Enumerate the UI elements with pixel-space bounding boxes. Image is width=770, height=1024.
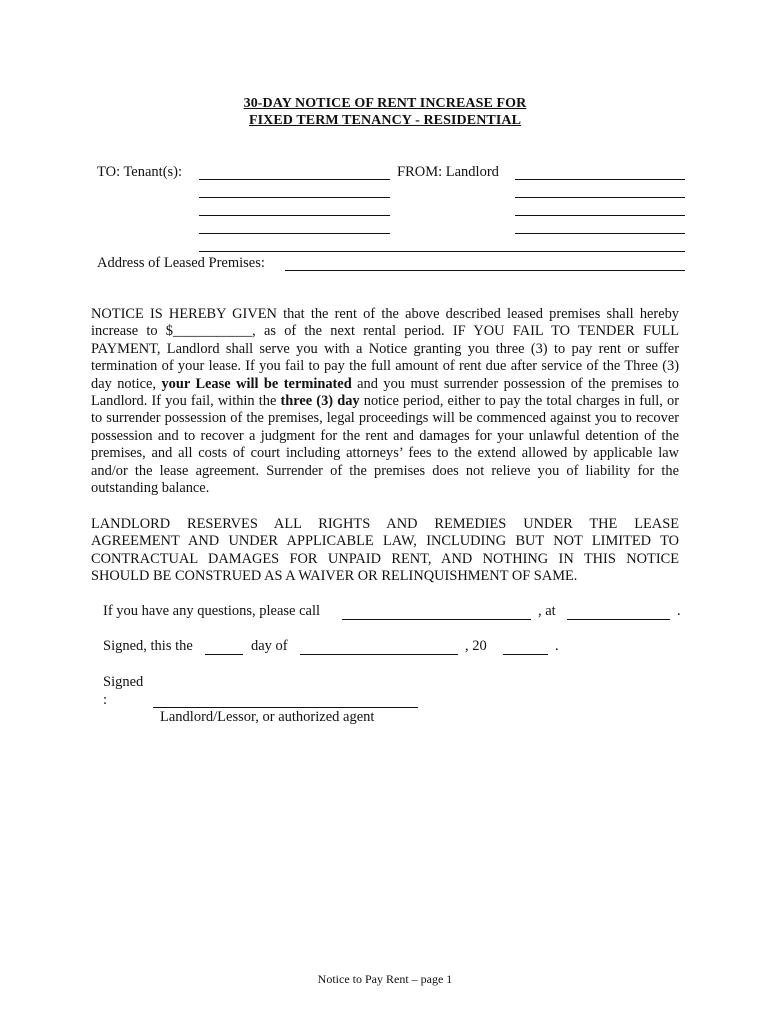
reservation-line: AGREEMENT AND UNDER APPLICABLE LAW, INCLUDING BUT NOT LIMITED TO bbox=[91, 533, 679, 550]
year-prefix-label: , 20 bbox=[465, 638, 487, 654]
signed-month-line[interactable] bbox=[300, 654, 458, 655]
signed-date-period: . bbox=[555, 638, 559, 654]
document-title-line-2: FIXED TERM TENANCY - RESIDENTIAL bbox=[248, 113, 522, 128]
address-line[interactable] bbox=[285, 270, 685, 271]
notice-text-1: NOTICE IS HEREBY GIVEN that the rent of the above described leased premises shall hereby increase to $___________, as of the next rental period. IF YOU FAIL TO TENDER FULL PAYMENT, Landlord shall serve you with a Notice granting you three (3) to pay rent or suffer termination of your lease. If you fail to pay the full amount of rent due after service of the Three (3) day notice, bbox=[91, 306, 679, 392]
signed-day-line[interactable] bbox=[205, 654, 243, 655]
reservation-line: SHOULD BE CONSTRUED AS A WAIVER OR RELINQUISHMENT OF SAME. bbox=[91, 568, 578, 585]
landlord-name-line-4[interactable] bbox=[515, 233, 685, 234]
questions-period: . bbox=[677, 603, 681, 619]
questions-at-label: , at bbox=[538, 603, 556, 619]
signature-caption: Landlord/Lessor, or authorized agent bbox=[160, 709, 375, 725]
contact-phone-line[interactable] bbox=[567, 619, 670, 620]
page-footer: Notice to Pay Rent – page 1 bbox=[317, 972, 453, 986]
questions-label: If you have any questions, please call bbox=[103, 603, 321, 619]
signature-line[interactable] bbox=[153, 707, 418, 708]
signed-year-line[interactable] bbox=[503, 654, 548, 655]
notice-text-2: and you must surrender possession of the premises to Landlord. If you fail, within the bbox=[91, 375, 679, 410]
tenant-name-line-2[interactable] bbox=[199, 197, 390, 198]
signed-label: Signed bbox=[103, 674, 144, 690]
from-landlord-label: FROM: Landlord bbox=[397, 164, 499, 180]
notice-bold-three-day: three (3) day bbox=[280, 393, 360, 410]
reservation-line: CONTRACTUAL DAMAGES FOR UNPAID RENT, AND NOTHING IN THIS NOTICE bbox=[91, 550, 679, 567]
notice-bold-lease-terminated: your Lease will be terminated bbox=[161, 375, 352, 392]
contact-name-line[interactable] bbox=[342, 619, 531, 620]
address-label: Address of Leased Premises: bbox=[97, 255, 265, 271]
reservation-paragraph bbox=[91, 516, 679, 586]
landlord-name-line-3[interactable] bbox=[515, 215, 685, 216]
notice-text-3: notice period, either to pay the total charges in full, or to surrender possession of the premises, legal proceedings will be commenced against you to recover possession and to recover a judgment for the rent and damages for your unlawful detention of the premises, and all costs of court including attorneys’ fees to the extend allowed by applicable law and/or the lease agreement. Surrender of the premises does not relieve you of liability for the outstanding balance. bbox=[91, 393, 679, 497]
landlord-name-line-1[interactable] bbox=[515, 179, 685, 180]
signed-colon: : bbox=[103, 692, 108, 708]
document-title-line-1: 30-DAY NOTICE OF RENT INCREASE FOR bbox=[243, 96, 527, 111]
reservation-line: LANDLORD RESERVES ALL RIGHTS AND REMEDIES UNDER THE LEASE bbox=[91, 516, 679, 532]
signed-this-label: Signed, this the bbox=[103, 638, 193, 654]
address-continuation-line[interactable] bbox=[199, 251, 685, 252]
notice-paragraph bbox=[91, 306, 679, 497]
to-tenants-label: TO: Tenant(s): bbox=[97, 164, 183, 180]
day-of-label: day of bbox=[251, 638, 288, 654]
landlord-name-line-2[interactable] bbox=[515, 197, 685, 198]
tenant-name-line-3[interactable] bbox=[199, 215, 390, 216]
tenant-name-line-4[interactable] bbox=[199, 233, 390, 234]
tenant-name-line-1[interactable] bbox=[199, 179, 390, 180]
